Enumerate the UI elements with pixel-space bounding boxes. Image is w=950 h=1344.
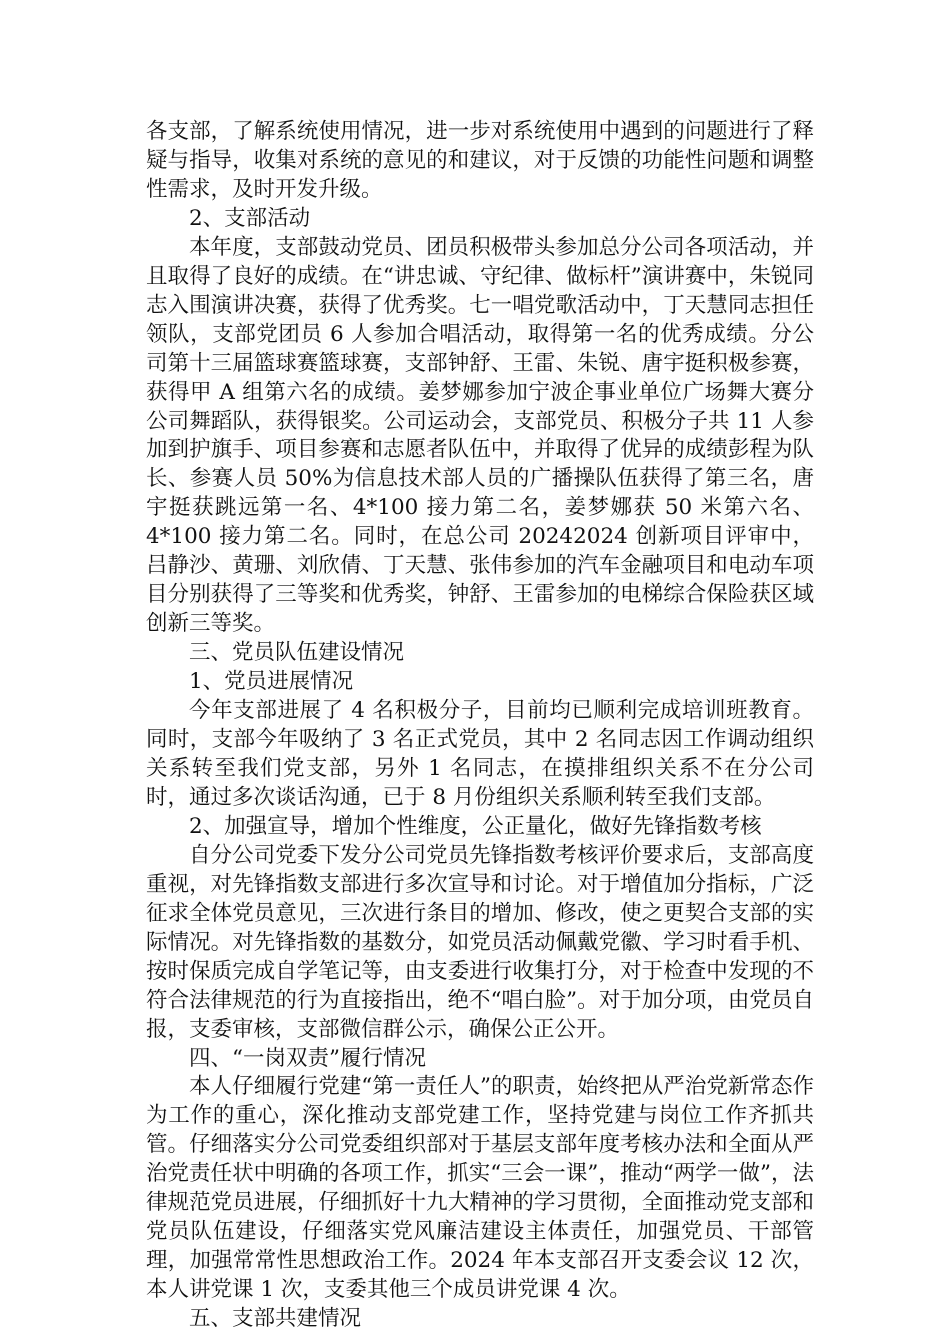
section-heading-vanguard-index: 2、加强宣导，增加个性维度，公正量化，做好先锋指数考核: [189, 813, 762, 839]
section-heading-member-development: 1、党员进展情况: [189, 669, 354, 695]
paragraph-branch-activities: 本年度，支部鼓动党员、团员积极带头参加总分公司各项活动，并且取得了良好的成绩。在“讲忠诚、守纪律、做标杆”演讲赛中，朱锐同志入围演讲决赛，获得了优秀奖。七一唱党歌活动中，丁天慧同志担任领队，支部党团员 6 人参加合唱活动，取得第一名的优秀成绩。分公司第十三届篮球赛篮球赛，支部钟舒、王雷、朱锐、唐宇挺积极参赛，获得甲 A 组第六名的成绩。姜梦娜参加宁波企事业单位广场舞大赛分公司舞蹈队，获得银奖。公司运动会，支部党员、积极分子共 11 人参加到护旗手、项目参赛和志愿者队伍中，并取得了优异的成绩彭程为队长、参赛人员 50%为信息技术部人员的广播操队伍获得了第三名，唐宇挺获跳远第一名、4*100 接力第二名，姜梦娜获 50 米第六名、4*100 接力第二名。同时，在总公司 20242024 创新项目评审中，吕静沙、黄珊、刘欣倩、丁天慧、张伟参加的汽车金融项目和电动车项目分别获得了三等奖和优秀奖，钟舒、王雷参加的电梯综合保险获区域创新三等奖。: [146, 234, 814, 637]
section-heading-branch-activities: 2、支部活动: [189, 205, 311, 231]
document-body: [146, 118, 814, 1334]
paragraph-member-development: 今年支部进展了 4 名积极分子，目前均已顺利完成培训班教育。同时，支部今年吸纳了 3 名正式党员，其中 2 名同志因工作调动组织关系转至我们党支部，另外 1 名同志，在摸排组织关系不在分公司时，通过多次谈话沟通，已于 8 月份组织关系顺利转至我们支部。: [146, 698, 814, 810]
section-heading-joint-building: 五、支部共建情况: [189, 1306, 362, 1332]
section-heading-dual-responsibility: 四、“一岗双责”履行情况: [189, 1045, 426, 1071]
paragraph-vanguard-index: 自分公司党委下发分公司党员先锋指数考核评价要求后，支部高度重视，对先锋指数支部进行多次宣导和讨论。对于增值加分指标，广泛征求全体党员意见，三次进行条目的增加、修改，使之更契合支部的实际情况。对先锋指数的基数分，如党员活动佩戴党徽、学习时看手机、按时保质完成自学笔记等，由支委进行收集打分，对于检查中发现的不符合法律规范的行为直接指出，绝不“唱白脸”。对于加分项，由党员自报，支委审核，支部微信群公示，确保公正公开。: [146, 842, 814, 1042]
paragraph-continued: 各支部，了解系统使用情况，进一步对系统使用中遇到的问题进行了释疑与指导，收集对系统的意见的和建议，对于反馈的功能性问题和调整性需求，及时开发升级。: [146, 119, 814, 202]
section-heading-team-building: 三、党员队伍建设情况: [189, 640, 405, 666]
paragraph-dual-responsibility: 本人仔细履行党建“第一责任人”的职责，始终把从严治党新常态作为工作的重心，深化推动支部党建工作，坚持党建与岗位工作齐抓共管。仔细落实分公司党委组织部对于基层支部年度考核办法和全面从严治党责任状中明确的各项工作，抓实“三会一课”，推动“两学一做”，法律规范党员进展，仔细抓好十九大精神的学习贯彻，全面推动党支部和党员队伍建设，仔细落实党风廉洁建设主体责任，加强党员、干部管理，加强常常性思想政治工作。2024 年本支部召开支委会议 12 次，本人讲党课 1 次，支委其他三个成员讲党课 4 次。: [146, 1074, 814, 1303]
